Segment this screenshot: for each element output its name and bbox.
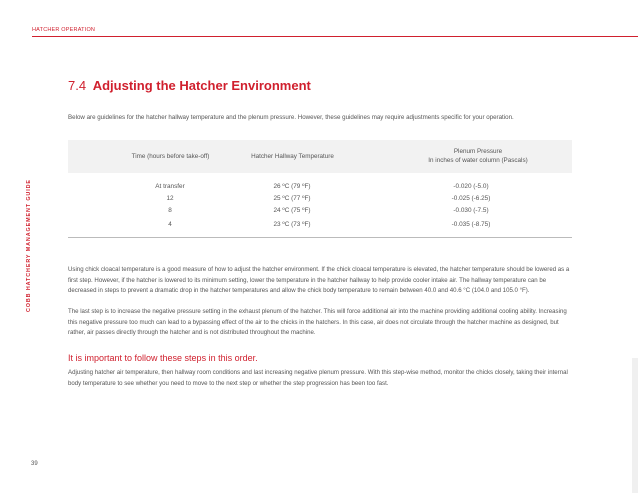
table-cell-plenum: -0.030 (-7.5)	[453, 207, 489, 214]
section-title-text: Adjusting the Hatcher Environment	[92, 78, 311, 93]
column-header-plenum-pressure	[388, 148, 568, 165]
column-header-time: Time (hours before take-off)	[131, 153, 210, 160]
table-cell-plenum: -0.035 (-8.75)	[451, 221, 491, 228]
body-paragraph-stepwise-method: Adjusting hatcher air temperature, then hallway room conditions and last increasing negative plenum pressure. With this step-wise method, monitor the chicks closely, taking their internal body temperature to see whether you need to move to the next step or whether the step progression has been too fast.	[68, 369, 568, 387]
table-cell-hallway: 24 ºC (75 ºF)	[273, 207, 311, 214]
section-title	[68, 78, 311, 93]
table-bottom-rule	[68, 237, 572, 238]
section-header-label: HATCHER OPERATION	[32, 27, 96, 33]
header-divider	[32, 36, 638, 37]
plenum-header-line1: Plenum Pressure	[453, 148, 503, 155]
page-number: 39	[31, 461, 38, 467]
body-paragraph-cloacal-temperature: Using chick cloacal temperature is a good measure of how to adjust the hatcher environment. If the chick cloacal temperature is elevated, the hatcher temperature should be lowered as a first step. However, if the hatcher is lowered to its minimum setting, lower the temperature in the hatcher hallway to help provide cooler intake air. The hallway temperature can be decreased in steps to prevent a dramatic drop in the hatcher temperatures and allow the chick body temperature to remain between 40.0 and 40.6 °C (104.0 and 105.0 °F).	[68, 266, 570, 295]
guidelines-table	[68, 140, 572, 238]
table-cell-time: 8	[168, 207, 172, 214]
table-cell-plenum: -0.020 (-5.0)	[453, 183, 489, 190]
table-cell-hallway: 23 ºC (73 ºF)	[273, 221, 311, 228]
body-paragraph-negative-pressure: The last step is to increase the negative pressure setting in the exhaust plenum of the hatcher. This will force additional air into the machine providing additional cooling ability. Increasing this negative pressure too much can lead to a bypassing effect of the air to the chicks in the hatchers. In this case, air does not circulate through the hatcher machine as designed, but rather, air passes directly through the hatcher and is not distributed throughout the machine.	[68, 308, 567, 337]
plenum-header-line2: In inches of water column (Pascals)	[428, 156, 528, 164]
page-edge-shade	[632, 358, 638, 493]
intro-paragraph: Below are guidelines for the hatcher hallway temperature and the plenum pressure. However, these guidelines may require adjustments specific for your operation.	[68, 114, 514, 121]
step-order-subheading: It is important to follow these steps in this order.	[68, 353, 258, 363]
column-header-hallway-temperature: Hatcher Hallway Temperature	[251, 153, 334, 160]
table-cell-plenum: -0.025 (-6.25)	[451, 195, 491, 202]
table-cell-hallway: 26 ºC (79 ºF)	[273, 183, 311, 190]
table-cell-hallway: 25 ºC (77 ºF)	[273, 195, 311, 202]
guide-side-label: COBB HATCHERY MANAGEMENT GUIDE	[26, 179, 32, 312]
section-number: 7.4	[68, 78, 87, 93]
table-cell-time: At transfer	[155, 183, 185, 190]
table-cell-time: 12	[166, 195, 174, 202]
table-cell-time: 4	[168, 221, 172, 228]
table-header-row	[68, 140, 572, 173]
